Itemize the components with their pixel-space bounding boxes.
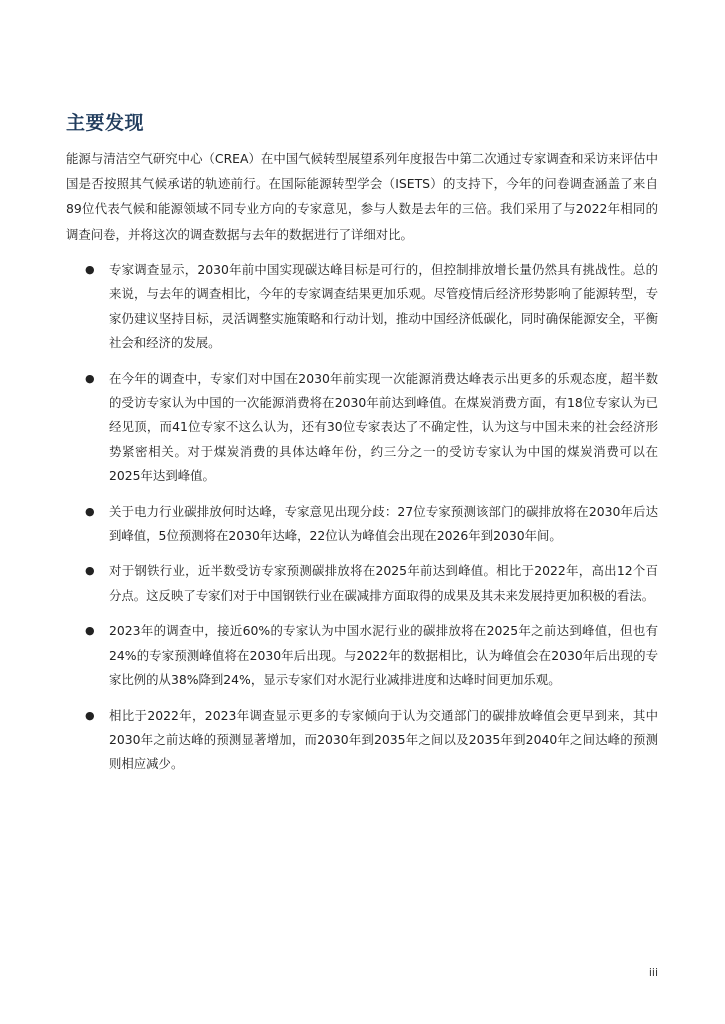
finding-item (66, 559, 658, 608)
finding-text: 专家调查显示，2030年前中国实现碳达峰目标是可行的，但控制排放增长量仍然具有挑战性。总的来说，与去年的调查相比，今年的专家调查结果更加乐观。尽管疫情后经济形势影响了能源转型，专家仍建议坚持目标，灵活调整实施策略和行动计划，推动中国经济低碳化，同时确保能源安全，平衡社会和经济的发展。 (109, 262, 658, 351)
finding-item (66, 500, 658, 549)
bullet-icon: ● (85, 371, 95, 385)
bullet-icon: ● (85, 708, 95, 722)
finding-item (66, 367, 658, 489)
finding-text: 2023年的调查中，接近60%的专家认为中国水泥行业的碳排放将在2025年之前达到峰值，但也有24%的专家预测峰值将在2030年后出现。与2022年的数据相比，认为峰值会在2030年后出现的专家比例的从38%降到24%，显示专家们对水泥行业减排进度和达峰时间更加乐观。 (109, 623, 658, 688)
bullet-icon: ● (85, 504, 95, 518)
section-title: 主要发现 (66, 112, 145, 134)
page-number: iii (648, 966, 658, 979)
finding-item (66, 258, 658, 356)
intro-paragraph: 能源与清洁空气研究中心（CREA）在中国气候转型展望系列年度报告中第二次通过专家调查和采访来评估中国是否按照其气候承诺的轨迹前行。在国际能源转型学会（ISETS）的支持下，今年的问卷调查涵盖了来自89位代表气候和能源领域不同专业方向的专家意见，参与人数是去年的三倍。我们采用了与2022年相同的调查问卷，并将这次的调查数据与去年的数据进行了详细对比。 (66, 151, 658, 242)
finding-text: 在今年的调查中，专家们对中国在2030年前实现一次能源消费达峰表示出更多的乐观态度，超半数的受访专家认为中国的一次能源消费将在2030年前达到峰值。在煤炭消费方面，有18位专家认为已经见顶，而41位专家不这么认为，还有30位专家表达了不确定性，认为这与中国未来的社会经济形势紧密相关。对于煤炭消费的具体达峰年份，约三分之一的受访专家认为中国的煤炭消费可以在2025年达到峰值。 (109, 370, 658, 484)
finding-item (66, 704, 658, 777)
finding-item (66, 619, 658, 692)
finding-text: 相比于2022年，2023年调查显示更多的专家倾向于认为交通部门的碳排放峰值会更早到来，其中2030年之前达峰的预测显著增加，而2030年到2035年之间以及2035年到2040年之间达峰的预测则相应减少。 (109, 707, 658, 772)
key-findings-list (66, 258, 658, 788)
bullet-icon: ● (85, 263, 95, 276)
bullet-icon: ● (85, 624, 95, 638)
finding-text: 关于电力行业碳排放何时达峰，专家意见出现分歧：27位专家预测该部门的碳排放将在2030年后达到峰值，5位预测将在2030年达峰，22位认为峰值会出现在2026年到2030年间。 (109, 503, 658, 544)
bullet-icon: ● (85, 564, 95, 578)
finding-text: 对于钢铁行业，近半数受访专家预测碳排放将在2025年前达到峰值。相比于2022年，高出12个百分点。这反映了专家们对于中国钢铁行业在碳减排方面取得的成果及其未来发展持更加积极的看法。 (109, 563, 658, 603)
